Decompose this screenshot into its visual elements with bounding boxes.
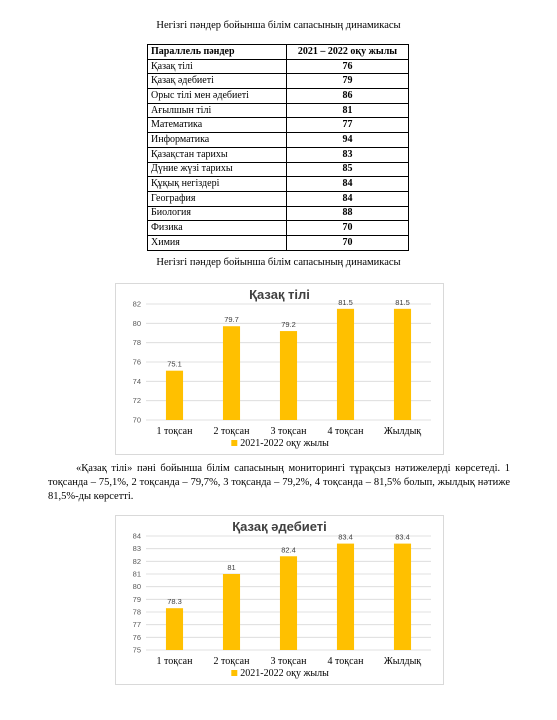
subject-cell: Қазақ тілі (148, 59, 287, 74)
category-label: Жылдық (383, 656, 422, 667)
subject-cell: Қазақстан тарихы (148, 147, 287, 162)
table-row (148, 235, 409, 250)
bar (280, 331, 297, 420)
kazakh-literature-chart (115, 515, 444, 685)
bar (394, 309, 411, 420)
bar (280, 556, 297, 650)
category-label: 4 тоқсан (327, 426, 364, 437)
category-label: 2 тоқсан (213, 426, 250, 437)
subject-cell: Химия (148, 235, 287, 250)
score-cell: 85 (287, 162, 409, 177)
legend-swatch (231, 440, 237, 446)
data-label: 83.4 (338, 532, 353, 542)
subject-cell: Қазақ әдебиеті (148, 74, 287, 89)
y-tick-label: 77 (132, 620, 141, 630)
y-tick-label: 74 (132, 376, 141, 386)
subject-cell: Құқық негіздері (148, 177, 287, 192)
legend-label: 2021-2022 оқу жылы (240, 438, 329, 449)
y-tick-label: 76 (132, 357, 141, 367)
data-label: 82.4 (281, 545, 296, 555)
y-tick-label: 83 (132, 544, 141, 554)
score-cell: 70 (287, 221, 409, 236)
data-label: 78.3 (167, 597, 182, 607)
table-row (148, 133, 409, 148)
category-label: 1 тоқсан (156, 426, 193, 437)
kazakh-language-chart (115, 283, 444, 455)
subject-cell: Дүние жүзі тарихы (148, 162, 287, 177)
table-row (148, 59, 409, 74)
category-label: 4 тоқсан (327, 656, 364, 667)
data-label: 81.5 (395, 297, 410, 307)
data-label: 79.2 (281, 320, 296, 330)
table-row (148, 177, 409, 192)
score-cell: 77 (287, 118, 409, 133)
data-label: 81 (227, 563, 236, 572)
table-row (148, 206, 409, 221)
subject-cell: Информатика (148, 133, 287, 148)
y-tick-label: 72 (132, 396, 141, 406)
table-row (148, 74, 409, 89)
table-header-row (148, 45, 409, 60)
analysis-text: «Қазақ тілі» пәні бойынша білім сапасының мониторингі тұрақсыз нәтижелерді көрсетеді. 1 тоқсанда – 75,1%, 2 тоқсанда – 79,7%, 3 тоқсанда – 79,2%, 4 тоқсанда – 81,5% болып, жылдық нәтиже 81,5%-ды көрсетті. (48, 463, 510, 502)
chart-svg (116, 284, 443, 454)
score-cell: 83 (287, 147, 409, 162)
bar (166, 608, 183, 650)
y-tick-label: 82 (132, 299, 141, 309)
category-label: 3 тоқсан (270, 656, 307, 667)
chart-svg (116, 516, 443, 684)
score-cell: 94 (287, 133, 409, 148)
category-label: 3 тоқсан (270, 426, 307, 437)
y-tick-label: 79 (132, 594, 141, 604)
charts-title: Негізгі пәндер бойынша білім сапасының динамикасы (156, 257, 401, 268)
bar (337, 544, 354, 650)
table-row (148, 162, 409, 177)
chart-title: Қазақ тілі (249, 287, 310, 302)
table-row (148, 103, 409, 118)
y-tick-label: 78 (132, 338, 141, 348)
subjects-table (147, 44, 409, 251)
legend-label: 2021-2022 оқу жылы (240, 668, 329, 679)
bar (394, 544, 411, 650)
score-cell: 84 (287, 191, 409, 206)
table-row (148, 118, 409, 133)
y-tick-label: 78 (132, 607, 141, 617)
score-cell: 86 (287, 89, 409, 104)
subject-cell: Биология (148, 206, 287, 221)
score-cell: 81 (287, 103, 409, 118)
score-cell: 79 (287, 74, 409, 89)
subject-cell: Орыс тілі мен әдебиеті (148, 89, 287, 104)
subject-cell: Ағылшын тілі (148, 103, 287, 118)
category-label: 2 тоқсан (213, 656, 250, 667)
bar (223, 574, 240, 650)
subject-cell: География (148, 191, 287, 206)
y-tick-label: 75 (132, 645, 141, 655)
subject-cell: Математика (148, 118, 287, 133)
bar (223, 326, 240, 420)
header-subjects: Параллель пәндер (148, 45, 287, 60)
y-tick-label: 82 (132, 556, 141, 566)
y-tick-label: 80 (132, 582, 141, 592)
score-cell: 84 (287, 177, 409, 192)
y-tick-label: 76 (132, 632, 141, 642)
subject-cell: Физика (148, 221, 287, 236)
data-label: 75.1 (167, 359, 182, 369)
table-row (148, 147, 409, 162)
data-label: 83.4 (395, 532, 410, 542)
score-cell: 70 (287, 235, 409, 250)
table-title: Негізгі пәндер бойынша білім сапасының динамикасы (156, 20, 401, 31)
bar (166, 371, 183, 420)
y-tick-label: 84 (132, 531, 141, 541)
score-cell: 88 (287, 206, 409, 221)
legend-swatch (231, 670, 237, 676)
header-year: 2021 – 2022 оқу жылы (287, 45, 409, 60)
analysis-paragraph (48, 462, 510, 504)
bar (337, 309, 354, 420)
score-cell: 76 (287, 59, 409, 74)
y-tick-label: 70 (132, 415, 141, 425)
data-label: 79.7 (224, 315, 239, 325)
y-tick-label: 80 (132, 318, 141, 328)
category-label: 1 тоқсан (156, 656, 193, 667)
table-row (148, 191, 409, 206)
data-label: 81.5 (338, 297, 353, 307)
chart-title: Қазақ әдебиеті (232, 519, 327, 534)
table-row (148, 89, 409, 104)
category-label: Жылдық (383, 426, 422, 437)
table-row (148, 221, 409, 236)
y-tick-label: 81 (132, 569, 141, 579)
